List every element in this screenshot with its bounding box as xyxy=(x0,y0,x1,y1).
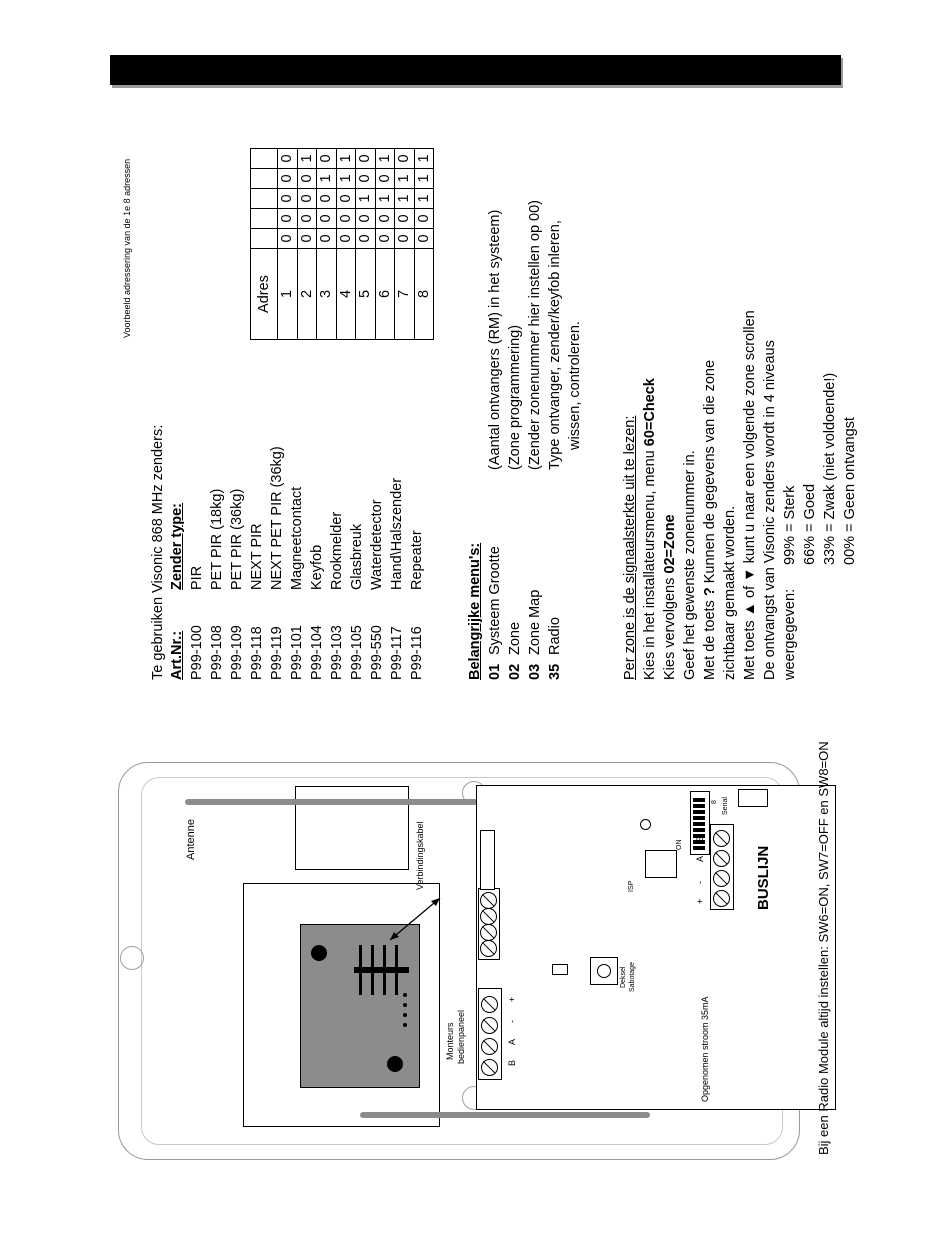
signal-level-0: 99% = Sterk xyxy=(782,485,798,565)
product-type: NEXT PIR xyxy=(249,523,265,590)
products-header-art: Art.Nr.: xyxy=(169,630,185,680)
bus-term-b: B xyxy=(695,835,705,842)
product-art-nr: P99-104 xyxy=(309,625,325,680)
table-row xyxy=(414,149,434,340)
bus-term-plus: + xyxy=(695,898,705,904)
bedienpaneel-label: bedienpaneel xyxy=(456,1009,466,1064)
signal-level-3: 00% = Geen ontvangst xyxy=(842,417,858,565)
bit-cell: 0 xyxy=(317,209,337,229)
addressing-header-bit xyxy=(251,209,278,229)
stroom-label: Opgenomen stroom 35mA xyxy=(700,996,710,1102)
screw xyxy=(481,1038,498,1055)
product-type: PET PIR (18kg) xyxy=(209,488,225,590)
keypad-term-a: A xyxy=(507,1038,517,1045)
screw xyxy=(481,1059,498,1076)
bit-cell: 0 xyxy=(395,149,415,169)
address-cell: 8 xyxy=(414,249,434,340)
product-art-nr: P99-108 xyxy=(209,625,225,680)
screw xyxy=(713,850,730,867)
screw xyxy=(481,996,498,1013)
bus-terminal-block xyxy=(710,824,734,910)
serial-label: Serial xyxy=(722,797,729,815)
isp-header xyxy=(645,850,677,878)
products-header-type: Zender type: xyxy=(169,502,185,590)
bit-cell: 1 xyxy=(375,149,395,169)
product-type: Waterdetector xyxy=(369,499,385,590)
antenna-label: Antenne xyxy=(185,819,197,860)
bit-cell: 0 xyxy=(395,209,415,229)
addressing-header: Adres xyxy=(251,249,278,340)
bit-cell: 0 xyxy=(297,229,317,249)
product-type: Glasbreuk xyxy=(349,523,365,590)
bit-cell: 1 xyxy=(395,189,415,209)
bus-term-a: A xyxy=(695,855,705,862)
signal-level-1: 66% = Goed xyxy=(802,483,818,565)
bit-cell: 0 xyxy=(375,209,395,229)
bit-cell: 0 xyxy=(356,149,376,169)
signal-line-8: weergegeven: xyxy=(782,588,798,680)
bit-cell: 0 xyxy=(336,229,356,249)
signal-line-2-text: Kies vervolgens xyxy=(662,573,678,680)
screw xyxy=(713,870,730,887)
menu-description: (Zone programmering) xyxy=(507,324,523,470)
bit-cell: 0 xyxy=(297,189,317,209)
monteurs-label: Monteurs xyxy=(445,1022,455,1060)
signal-line-5: zichtbaar gemaakt worden. xyxy=(722,505,738,680)
product-art-nr: P99-116 xyxy=(409,626,425,680)
addressing-header-row xyxy=(251,149,278,340)
menu-name: Zone xyxy=(507,621,523,655)
bit-cell: 0 xyxy=(356,229,376,249)
bit-cell: 0 xyxy=(278,209,298,229)
bit-cell: 0 xyxy=(395,229,415,249)
dip-switch xyxy=(690,791,710,855)
signal-line-1 xyxy=(640,378,660,680)
bit-cell: 0 xyxy=(317,149,337,169)
screw xyxy=(480,892,497,909)
bit-cell: 0 xyxy=(297,169,317,189)
bit-cell: 0 xyxy=(317,189,337,209)
deksel-label: Deksel xyxy=(620,966,627,988)
jumper xyxy=(552,964,568,975)
bit-cell: 0 xyxy=(375,229,395,249)
serial-header xyxy=(738,789,768,807)
menu-description: (Zender zonenummer hier instellen op 00) xyxy=(527,200,543,470)
menu-name: Systeem Grootte xyxy=(487,546,503,655)
intro-text: Te gebruiken Visonic 868 MHz zenders: xyxy=(150,424,166,680)
product-art-nr: P99-105 xyxy=(349,625,365,680)
signal-line-6 xyxy=(740,310,760,680)
bit-cell: 0 xyxy=(317,229,337,249)
addressing-header-bit xyxy=(251,169,278,189)
signal-line-6-rest: kunt u naar een volgende zone scrollen xyxy=(742,310,758,568)
device-drawing xyxy=(110,760,842,1160)
footer-note: Bij een Radio Module altijd instellen: SW6=ON, SW7=OFF en SW8=ON xyxy=(816,741,831,1155)
table-row xyxy=(395,149,415,340)
keypad-terminal-block xyxy=(478,988,502,1080)
bus-term-minus: - xyxy=(695,881,705,884)
product-art-nr: P99-550 xyxy=(369,625,385,680)
sabotage-label: Sabotage xyxy=(629,962,636,992)
screw xyxy=(713,830,730,847)
bit-cell: 1 xyxy=(375,189,395,209)
bit-cell: 1 xyxy=(414,169,434,189)
product-type: NEXT PET PIR (36kg) xyxy=(269,446,285,590)
addressing-header-bit xyxy=(251,229,278,249)
menu-number: 35 xyxy=(547,663,563,680)
menu-number: 02 xyxy=(507,663,523,680)
menu-number: 01 xyxy=(487,663,503,680)
product-type: Magneetcontact xyxy=(289,486,305,590)
product-type: Repeater xyxy=(409,530,425,590)
signal-line-1-bold: 60=Check xyxy=(642,378,658,447)
bit-cell: 0 xyxy=(414,209,434,229)
menu-name: Radio xyxy=(547,617,563,655)
bit-cell: 1 xyxy=(336,169,356,189)
keypad-term-b: B xyxy=(507,1059,517,1066)
verbindingskabel-label: Verbindingskabel xyxy=(415,821,425,890)
product-type: Rookmelder xyxy=(329,511,345,590)
isp-label: ISP xyxy=(628,880,635,892)
product-art-nr: P99-117 xyxy=(389,626,405,680)
addressing-caption: Voorbeeld adressering van de 1e 8 adressen xyxy=(122,158,132,338)
bit-cell: 0 xyxy=(278,169,298,189)
signal-level-2: 33% = Zwak (niet voldoende!) xyxy=(822,372,838,565)
menus-title: Belangrijke menu's: xyxy=(467,542,483,680)
bit-cell: 1 xyxy=(336,149,356,169)
menu-desc-cont: wissen, controleren. xyxy=(567,321,583,450)
dot-marker xyxy=(640,819,651,830)
signal-line-4-bold: ? xyxy=(702,587,718,597)
address-cell: 3 xyxy=(317,249,337,340)
screw xyxy=(481,1017,498,1034)
signal-line-1-text: Kies in het installateursmenu, menu xyxy=(642,446,658,680)
product-type: Keyfob xyxy=(309,544,325,590)
sabotage-switch xyxy=(590,957,618,985)
main-board xyxy=(476,785,836,1110)
bit-cell: 1 xyxy=(297,149,317,169)
bit-cell: 1 xyxy=(414,189,434,209)
product-art-nr: P99-118 xyxy=(249,626,265,680)
addressing-table xyxy=(250,148,434,340)
product-type: PIR xyxy=(189,565,205,590)
address-cell: 4 xyxy=(336,249,356,340)
product-art-nr: P99-100 xyxy=(189,625,205,680)
menu-description: (Aantal ontvangers (RM) in het systeem) xyxy=(487,209,503,470)
bit-cell: 1 xyxy=(395,169,415,189)
keypad-term-plus: + xyxy=(507,996,517,1002)
pin-header xyxy=(480,830,495,890)
addressing-header-bit xyxy=(251,189,278,209)
address-cell: 1 xyxy=(278,249,298,340)
bit-cell: 1 xyxy=(317,169,337,189)
signal-line-6-of: of xyxy=(742,581,758,602)
bit-cell: 0 xyxy=(414,229,434,249)
product-art-nr: P99-101 xyxy=(289,625,305,680)
bit-cell: 0 xyxy=(356,169,376,189)
bit-cell: 0 xyxy=(356,209,376,229)
product-art-nr: P99-109 xyxy=(229,625,245,680)
signal-line-4-rest: Kunnen de gegevens van die zone xyxy=(702,359,718,588)
signal-line-2 xyxy=(660,514,680,680)
menu-name: Zone Map xyxy=(527,589,543,655)
dip-first-label: 8 xyxy=(711,800,718,804)
rotated-page-content xyxy=(110,60,858,1160)
side-terminal-block xyxy=(478,888,500,960)
bit-cell: 0 xyxy=(297,209,317,229)
bit-cell: 0 xyxy=(278,229,298,249)
signal-line-4 xyxy=(700,360,720,680)
address-cell: 6 xyxy=(375,249,395,340)
product-art-nr: P99-103 xyxy=(329,625,345,680)
keypad-term-minus: - xyxy=(507,1020,517,1023)
table-row xyxy=(336,149,356,340)
signal-line-2-bold: 02=Zone xyxy=(662,514,678,574)
screw xyxy=(480,940,497,957)
address-cell: 5 xyxy=(356,249,376,340)
bit-cell: 0 xyxy=(278,189,298,209)
buslijn-label: BUSLIJN xyxy=(755,845,772,910)
triangle-down-icon: ▼ xyxy=(742,567,758,582)
signal-line-3: Geef het gewenste zonenummer in. xyxy=(682,450,698,680)
bit-cell: 0 xyxy=(375,169,395,189)
signal-line-6-text: Met toets xyxy=(742,616,758,680)
screw xyxy=(480,908,497,925)
dip-on-label: ON xyxy=(676,839,683,850)
screw xyxy=(480,924,497,941)
triangle-up-icon: ▲ xyxy=(742,601,758,617)
bit-cell: 1 xyxy=(414,149,434,169)
table-row xyxy=(297,149,317,340)
menu-description: Type ontvanger, zender/keyfob inleren, xyxy=(547,220,563,470)
addressing-header-bit xyxy=(251,149,278,169)
product-art-nr: P99-119 xyxy=(269,626,285,680)
signal-title: Per zone is de signaalsterkte uit te lezen: xyxy=(622,415,638,680)
signal-line-4-text: Met de toets xyxy=(702,596,718,680)
table-row xyxy=(317,149,337,340)
screw xyxy=(713,890,730,907)
bit-cell: 0 xyxy=(278,149,298,169)
product-type: PET PIR (36kg) xyxy=(229,488,245,590)
table-row xyxy=(356,149,376,340)
address-cell: 2 xyxy=(297,249,317,340)
bit-cell: 0 xyxy=(336,209,356,229)
product-type: Hand\Halszender xyxy=(389,477,405,590)
table-row xyxy=(278,149,298,340)
menu-number: 03 xyxy=(527,663,543,680)
table-row xyxy=(375,149,395,340)
bit-cell: 1 xyxy=(356,189,376,209)
address-cell: 7 xyxy=(395,249,415,340)
bit-cell: 0 xyxy=(336,189,356,209)
signal-line-7: De ontvangst van Visonic zenders wordt in 4 niveaus xyxy=(762,340,778,680)
